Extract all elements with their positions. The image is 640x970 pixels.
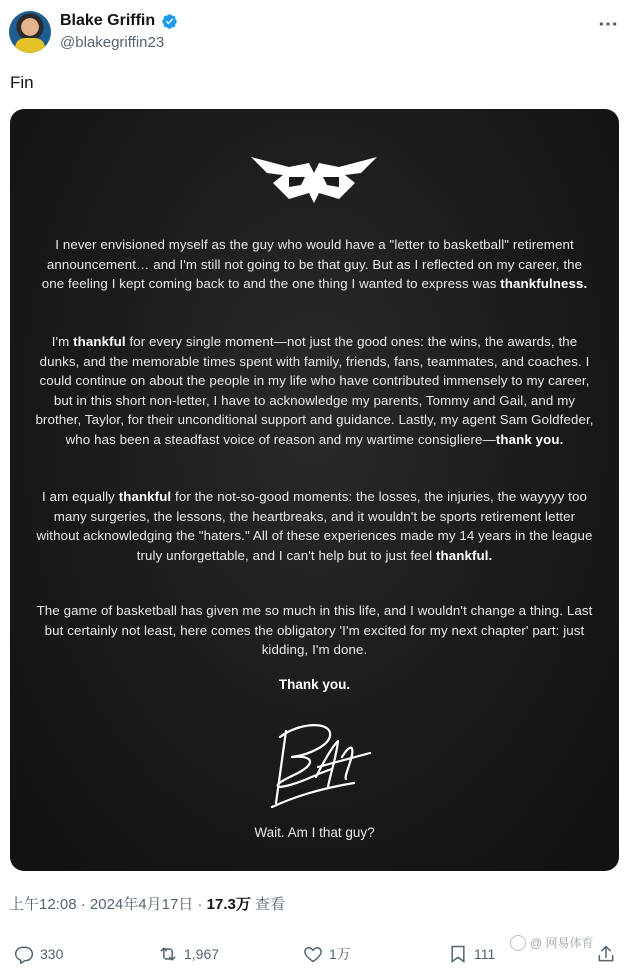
letter-postscript: Wait. Am I that guy? [254,825,375,840]
bg-logo-icon [249,153,379,205]
tweet-date[interactable]: 2024年4月17日 [89,896,194,913]
letter-bold-run: thank you. [495,431,564,447]
watermark-text: @ 网易体育 [530,936,594,950]
letter-paragraph-4 [34,601,595,660]
letter-text-run: I never envisioned myself as the guy who would have a "letter to basketball" retirement announcement… and I'm still not going to be that guy. But as I reflected on my career, the one feeling I kept coming back to and the one thing I wanted to express was [41,237,583,291]
reply-count: 330 [40,946,64,962]
bookmark-count: 111 [474,946,496,962]
meta-separator: · [80,896,86,913]
like-button[interactable] [303,944,351,964]
repost-count: 1,967 [184,946,220,962]
heart-icon [303,944,323,964]
like-count: 1万 [329,946,351,962]
reply-icon [14,944,34,964]
repost-icon [158,944,178,964]
letter-closing: Thank you. [278,677,351,692]
letter-paragraph-2 [34,332,595,449]
views-label: 查看 [255,896,286,913]
meta-separator-2: · [197,896,203,913]
avatar[interactable] [9,11,51,53]
letter-text-run: I am equally [42,489,119,504]
repost-button[interactable] [158,944,219,964]
author-handle[interactable]: @blakegriffin23 [60,34,165,51]
more-dots-icon[interactable] [598,14,618,34]
views-count[interactable]: 17.3万 [206,896,251,913]
tweet-text: Fin [10,73,34,92]
letter-text-run: for every single moment—not just the good ones: the wins, the awards, the dunks, and the memorable times spent with family, friends, fans, teammates, and coaches. I could continue on about the people in my life who have contributed immensely to my career, but in this short non-letter, I have to acknowledge my parents, Tommy and Gail, and my brother, Taylor, for their unconditional support and guidance. Lastly, my agent Sam Goldfeder, who has been a steadfast voice of reason and my wartime consigliere— [35,334,594,447]
tweet-meta [9,893,285,914]
tweet-header [0,0,640,62]
verified-badge-icon [161,13,178,30]
share-icon [596,944,616,964]
letter-bold-run: thankful [73,334,126,349]
share-button[interactable] [596,944,622,964]
bookmark-icon [448,944,468,964]
letter-bold-run: thankfulness. [500,276,588,291]
reply-button[interactable] [14,944,63,964]
letter-paragraph-1 [34,235,595,294]
bookmark-button[interactable] [448,944,495,964]
letter-text-run: I'm [51,334,74,349]
letter-bold-run: thankful [118,489,172,504]
signature [258,717,378,812]
letter-paragraph-3 [34,487,595,565]
watermark-logo-icon [510,935,526,951]
author-display-name[interactable]: Blake Griffin [60,12,156,29]
letter-bold-run: thankful. [435,547,493,563]
letter-text-run: The game of basketball has given me so much in this life, and I wouldn't change a thing. Last but certainly not least, here comes the obligatory 'I'm excited for my next chapter' part: just kidding, I'm done. [36,603,593,657]
letter-text-run: for the not-so-good moments: the losses, the injuries, the wayyyy too many surgeries, the lessons, the heartbreaks, and it wouldn't be sports retirement letter without acknowledging the "haters." All of these experiences made my 14 years in the league truly unforgettable, and I can't help but to just feel [36,489,593,563]
letter-image[interactable] [10,109,619,871]
tweet-time[interactable]: 上午12:08 [9,896,77,913]
watermark [510,934,594,951]
